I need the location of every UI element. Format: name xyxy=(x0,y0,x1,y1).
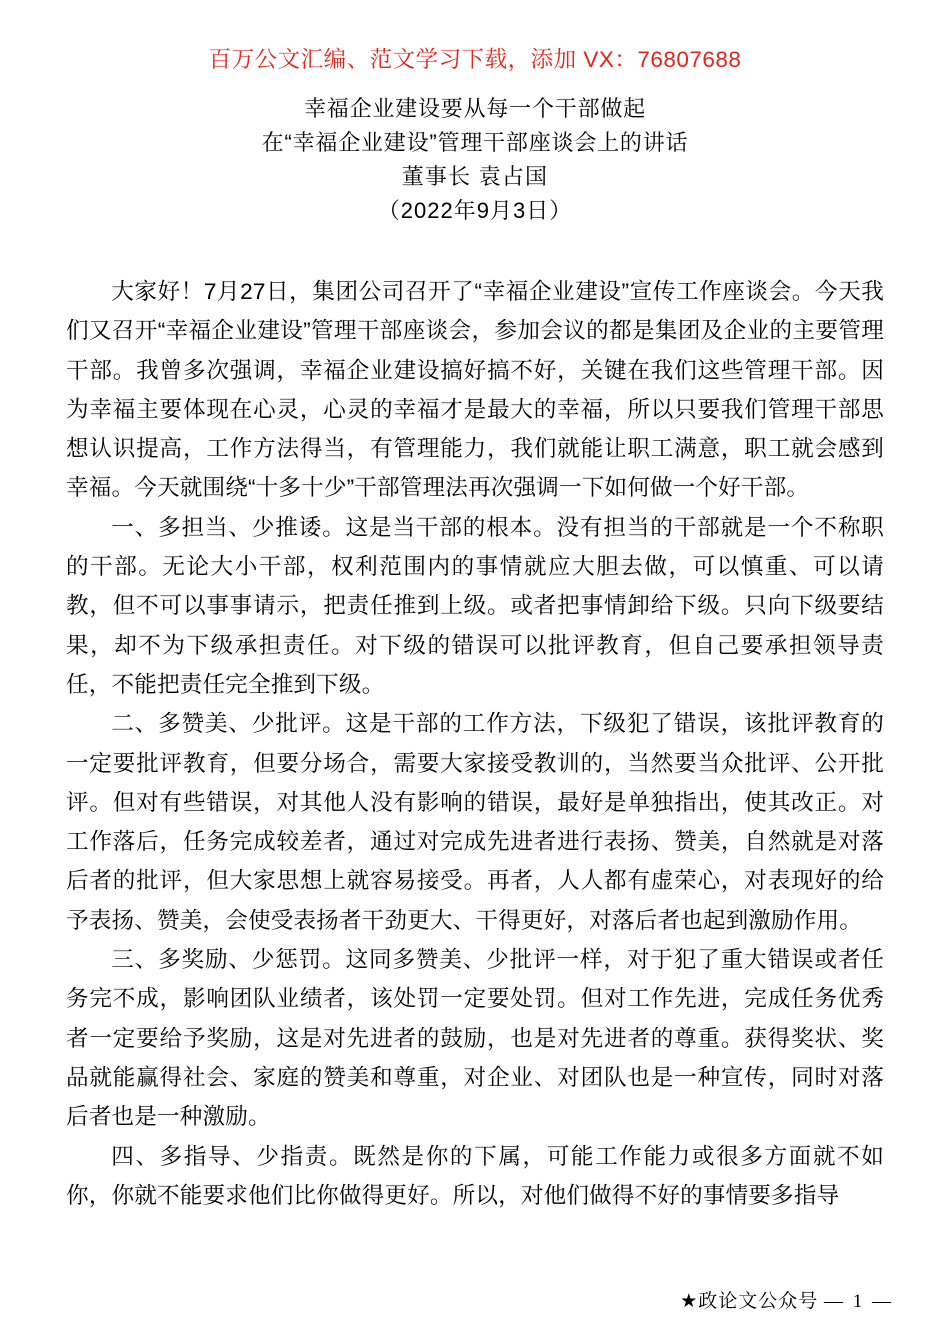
body-paragraph: 二、多赞美、少批评。这是干部的工作方法，下级犯了错误，该批评教育的一定要批评教育，但要分场合，需要大家接受教训的，当然要当众批评、公开批评。但对有些错误，对其他人没有影响的错误，最好是单独指出，使其改正。对工作落后，任务完成较差者，通过对完成先进者进行表扬、赞美，自然就是对落后者的批评，但大家思想上就容易接受。再者，人人都有虚荣心，对表现好的给予表扬、赞美，会使受表扬者干劲更大、干得更好，对落后者也起到激励作用。 xyxy=(66,711,884,933)
footer-page-number: 1 xyxy=(852,1291,864,1312)
page-footer xyxy=(0,1286,950,1313)
body-paragraph: 一、多担当、少推诿。这是当干部的根本。没有担当的干部就是一个不称职的干部。无论大小干部，权利范围内的事情就应大胆去做，可以慎重、可以请教，但不可以事事请示，把责任推到上级。或者把事情卸给下级。只向下级要结果，却不为下级承担责任。对下级的错误可以批评教育，但自己要承担领导责任，不能把责任完全推到下级。 xyxy=(66,514,884,697)
promo-header-text: 百万公文汇编、范文学习下载，添加 VX：76807688 xyxy=(208,47,742,72)
title-block xyxy=(0,92,950,228)
document-body xyxy=(66,272,884,1215)
footer-dash-left: — xyxy=(824,1291,844,1312)
document-author: 董事长 袁占国 xyxy=(401,164,549,189)
footer-watermark: ★政论文公众号 xyxy=(680,1290,819,1312)
footer-dash-right: — xyxy=(872,1291,892,1312)
document-date: （2022年9月3日） xyxy=(377,198,573,223)
document-title: 幸福企业建设要从每一个干部做起 xyxy=(303,96,646,121)
document-subtitle: 在“幸福企业建设”管理干部座谈会上的讲话 xyxy=(261,130,689,155)
body-paragraph: 四、多指导、少指责。既然是你的下属，可能工作能力或很多方面就不如你，你就不能要求他们比你做得更好。所以，对他们做得不好的事情要多指导 xyxy=(66,1143,884,1208)
body-paragraph: 大家好！7月27日，集团公司召开了“幸福企业建设”宣传工作座谈会。今天我们又召开“幸福企业建设”管理干部座谈会，参加会议的都是集团及企业的主要管理干部。我曾多次强调，幸福企业建设搞好搞不好，关键在我们这些管理干部。因为幸福主要体现在心灵，心灵的幸福才是最大的幸福，所以只要我们管理干部思想认识提高，工作方法得当，有管理能力，我们就能让职工满意，职工就会感到幸福。今天就围绕“十多十少”干部管理法再次强调一下如何做一个好干部。 xyxy=(66,279,884,501)
body-paragraph: 三、多奖励、少惩罚。这同多赞美、少批评一样，对于犯了重大错误或者任务完不成，影响团队业绩者，该处罚一定要处罚。但对工作先进，完成任务优秀者一定要给予奖励，这是对先进者的鼓励，也是对先进者的尊重。获得奖状、奖品就能赢得社会、家庭的赞美和尊重，对企业、对团队也是一种宣传，同时对落后者也是一种激励。 xyxy=(66,947,884,1130)
